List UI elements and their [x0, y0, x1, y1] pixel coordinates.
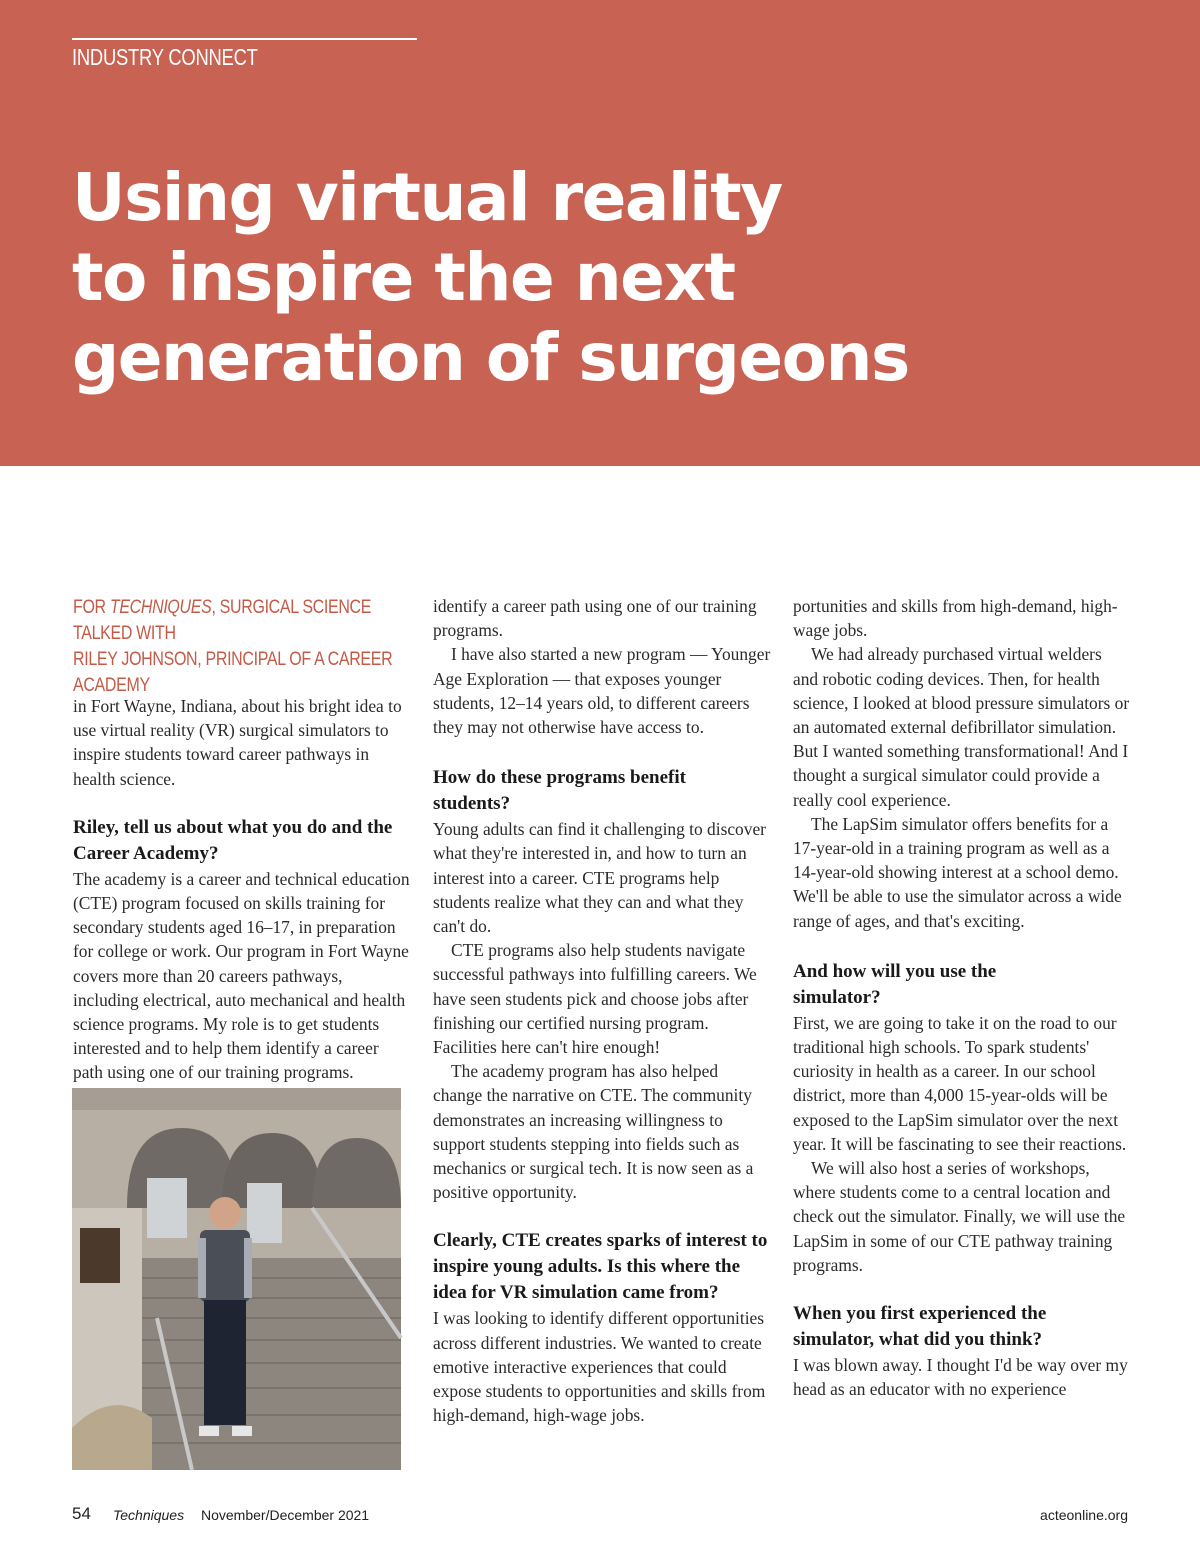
deck-line2: RILEY JOHNSON, PRINCIPAL OF A CAREER ACADEMY — [73, 648, 393, 696]
deck-line1: , SURGICAL SCIENCE TALKED WITH — [73, 596, 372, 644]
photo-illustration — [72, 1088, 401, 1470]
answer-paragraph: CTE programs also help students navigate successful pathways into fulfilling careers. We have seen students pick and choose jobs after finishing our certified nursing program. Facilities here can't hire enough! — [433, 940, 757, 1058]
deck-magazine: TECHNIQUES — [109, 596, 212, 618]
answer-paragraph: The LapSim simulator offers benefits for a 17-year-old in a training program as well as a 14-year-old showing interest at a school demo. We'll be able to use the simulator across a wide range of ages, and that's exciting. — [793, 813, 1122, 931]
magazine-name: Techniques — [113, 1507, 185, 1523]
question-heading: How do these programs benefit students? — [433, 767, 686, 815]
answer-paragraph: The academy program has also helped change the narrative on CTE. The community demonstrates an increasing willingness to support students stepping into fields such as mechanics or surgical tech. It is now seen as a positive opportunity. — [433, 1061, 754, 1203]
answer-paragraph: We will also host a series of workshops, where students come to a central location and check out the simulator. Finally, we will use the LapSim in some of our CTE pathway training programs. — [793, 1158, 1126, 1275]
principal-photo — [72, 1088, 401, 1470]
answer-paragraph: Young adults can find it challenging to discover what they're interested in, and how to turn an interest into a career. CTE programs help students realize what they can and what they can't do. — [433, 819, 766, 937]
answer-paragraph: The academy is a career and technical education (CTE) program focused on skills training for secondary students aged 16–17, in preparation for college or work. Our program in Fort Wayne covers more than 20 careers pathways, including electrical, auto mechanical and health science programs. My role is to get students interested and to help them identify a career path using one of our training programs. — [73, 868, 410, 1083]
website-link[interactable]: acteonline.org — [1040, 1507, 1128, 1523]
deck-prefix: FOR — [73, 596, 110, 618]
headline-line: generation of surgeons — [72, 319, 909, 396]
headline-line: to inspire the next — [72, 239, 735, 316]
issue-date: November/December 2021 — [201, 1507, 370, 1523]
section-rule — [72, 38, 417, 40]
answer-paragraph: I have also started a new program — Younger Age Exploration — that exposes younger students, 12–14 years old, to different careers they may not otherwise have access to. — [433, 644, 771, 738]
article-column-1 — [73, 594, 411, 1083]
answer-paragraph: First, we are going to take it on the road to our traditional high schools. To spark students' curiosity in health as a career. In our school district, more than 4,000 15-year-olds will be exposed to the LapSim simulator over the next year. It will be fascinating to see their reactions. — [793, 1012, 1127, 1154]
intro-paragraph: in Fort Wayne, Indiana, about his bright idea to use virtual reality (VR) surgical simulators to inspire students toward career pathways in health science. — [73, 696, 402, 789]
section-label: INDUSTRY CONNECT — [72, 44, 258, 70]
question-heading: And how will you use the simulator? — [793, 960, 997, 1008]
answer-continued: portunities and skills from high-demand, high-wage jobs. — [793, 596, 1118, 641]
page-number: 54 — [72, 1504, 91, 1523]
intro-deck — [73, 594, 409, 698]
title-banner — [0, 0, 1200, 466]
headline-line: Using virtual reality — [72, 159, 782, 236]
answer-paragraph: I was blown away. I thought I'd be way over my head as an educator with no experience — [793, 1355, 1128, 1400]
question-heading: When you first experienced the simulator, what did you think? — [793, 1303, 1047, 1351]
question-heading: Clearly, CTE creates sparks of interest to inspire young adults. Is this where the idea for VR simulation came from? — [433, 1230, 768, 1304]
question-heading: Riley, tell us about what you do and the Career Academy? — [73, 816, 393, 864]
answer-paragraph: We had already purchased virtual welders and robotic coding devices. Then, for health science, I looked at blood pressure simulators or an automated external defibrillator simulation. But I wanted something transformational! And I thought a surgical simulator could provide a really cool experience. — [793, 644, 1130, 810]
answer-paragraph: I was looking to identify different opportunities across different industries. We wanted to create emotive interactive experiences that could expose students to opportunities and skills from high-demand, high-wage jobs. — [433, 1308, 766, 1426]
article-column-2 — [433, 594, 771, 1426]
headline — [72, 158, 1152, 398]
article-column-3 — [793, 594, 1131, 1401]
answer-continued: identify a career path using one of our training programs. — [433, 596, 757, 641]
